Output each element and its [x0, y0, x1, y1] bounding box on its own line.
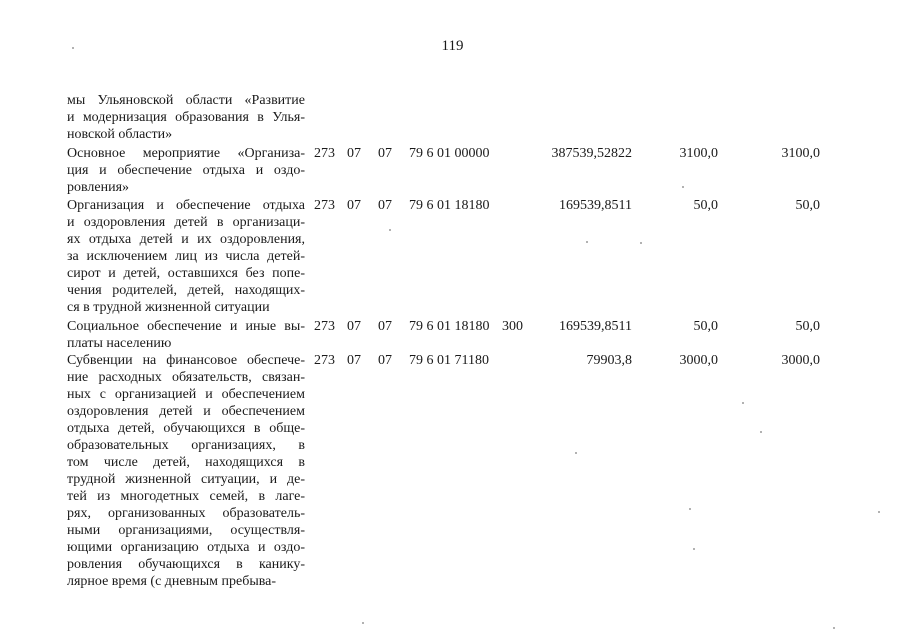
ministry-code: 273	[314, 198, 335, 213]
amount-year-3: 50,0	[795, 319, 820, 334]
description-line: ных с организацией и обеспечением	[67, 387, 305, 402]
description-line: ция и обеспечение отдыха и оздо-	[67, 163, 305, 178]
description-line: оздоровления детей и обеспечением	[67, 404, 305, 419]
amount-year-2: 50,0	[693, 198, 718, 213]
description-line: новской области»	[67, 127, 173, 142]
scan-speck	[72, 47, 74, 49]
amount-year-3: 3100,0	[781, 146, 820, 161]
ministry-code: 273	[314, 319, 335, 334]
description-line: ющими организацию отдыха и оздо-	[67, 540, 305, 555]
description-line: сирот и детей, оставшихся без попе-	[67, 266, 305, 281]
description-line: мы Ульяновской области «Развитие	[67, 93, 305, 108]
description-line: рях, организованных образователь-	[67, 506, 305, 521]
scan-speck	[575, 452, 577, 454]
scan-speck	[742, 402, 744, 404]
scan-speck	[689, 508, 691, 510]
target-article-code: 79 6 01 71180	[409, 353, 489, 368]
amount-year-2: 3100,0	[679, 146, 718, 161]
scan-speck	[362, 622, 364, 624]
description-line: ровления»	[67, 180, 130, 195]
scan-speck	[640, 242, 642, 244]
subsection-code: 07	[378, 319, 392, 334]
section-code: 07	[347, 319, 361, 334]
section-code: 07	[347, 198, 361, 213]
row-description	[67, 92, 305, 143]
amount-year-2: 50,0	[693, 319, 718, 334]
description-line: лярное время (с дневным пребыва-	[67, 574, 277, 589]
description-line: ях отдыха детей и их оздоровления,	[67, 232, 305, 247]
row-description	[67, 318, 305, 352]
page-number: 119	[441, 38, 464, 54]
description-line: трудной жизненной ситуации, и де-	[67, 472, 305, 487]
description-line: Основное мероприятие «Организа-	[67, 146, 305, 161]
subsection-code: 07	[378, 353, 392, 368]
ministry-code: 273	[314, 146, 335, 161]
amount-year-1: 79903,8	[586, 353, 632, 368]
scan-speck	[389, 229, 391, 231]
scan-speck	[760, 431, 762, 433]
description-line: платы населению	[67, 336, 172, 351]
description-line: ровления обучающихся в канику-	[67, 557, 305, 572]
description-line: том числе детей, находящихся в	[67, 455, 305, 470]
description-line: отдыха детей, обучающихся в обще-	[67, 421, 305, 436]
amount-year-1: 387539,52822	[551, 146, 632, 161]
target-article-code: 79 6 01 00000	[409, 146, 490, 161]
description-line: ся в трудной жизненной ситуации	[67, 300, 270, 315]
amount-year-2: 3000,0	[679, 353, 718, 368]
row-description	[67, 197, 305, 316]
description-line: и оздоровления детей в организаци-	[67, 215, 305, 230]
amount-year-3: 50,0	[795, 198, 820, 213]
expense-type-code: 300	[502, 319, 523, 334]
amount-year-1: 169539,8511	[559, 198, 632, 213]
scan-speck	[693, 548, 695, 550]
description-line: Социальное обеспечение и иные вы-	[67, 319, 305, 334]
description-line: тей из многодетных семей, в лаге-	[67, 489, 305, 504]
description-line: ными организациями, осуществля-	[67, 523, 305, 538]
section-code: 07	[347, 353, 361, 368]
target-article-code: 79 6 01 18180	[409, 319, 490, 334]
description-line: ние расходных обязательств, связан-	[67, 370, 305, 385]
row-description	[67, 145, 305, 196]
subsection-code: 07	[378, 146, 392, 161]
subsection-code: 07	[378, 198, 392, 213]
amount-year-3: 3000,0	[781, 353, 820, 368]
ministry-code: 273	[314, 353, 335, 368]
row-description	[67, 352, 305, 590]
target-article-code: 79 6 01 18180	[409, 198, 490, 213]
scan-speck	[586, 241, 588, 243]
scan-speck	[682, 186, 684, 188]
scan-speck	[878, 511, 880, 513]
description-line: и модернизация образования в Улья-	[67, 110, 305, 125]
scan-speck	[833, 627, 835, 629]
description-line: за исключением лиц из числа детей-	[67, 249, 305, 264]
description-line: образовательных организациях, в	[67, 438, 305, 453]
description-line: Организация и обеспечение отдыха	[67, 198, 305, 213]
description-line: чения родителей, детей, находящих-	[67, 283, 305, 298]
description-line: Субвенции на финансовое обеспече-	[67, 353, 305, 368]
section-code: 07	[347, 146, 361, 161]
amount-year-1: 169539,8511	[559, 319, 632, 334]
